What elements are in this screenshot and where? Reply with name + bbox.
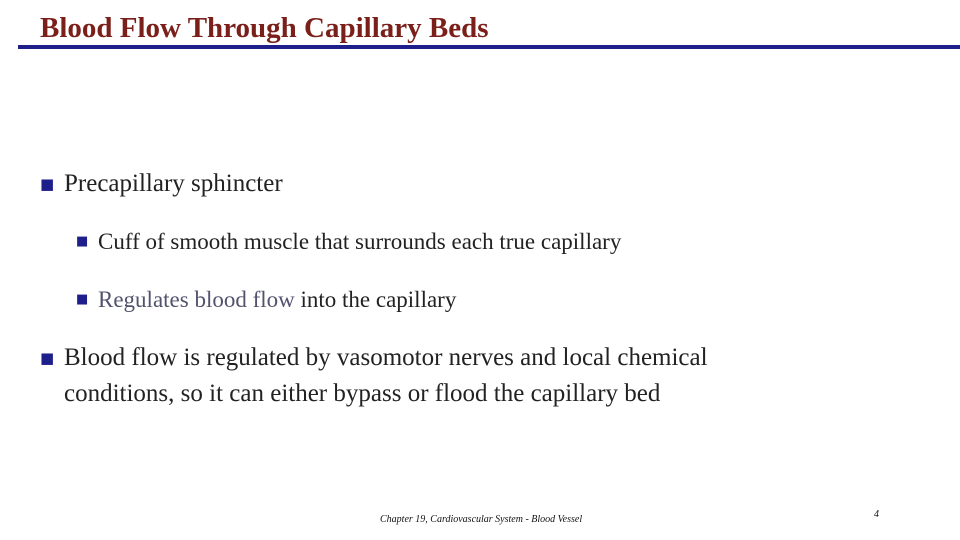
bullet-precapillary-sphincter — [40, 166, 283, 202]
slide-footer: Chapter 19, Cardiovascular System - Blood Vessel — [380, 514, 583, 525]
sub-bullet-text — [98, 284, 456, 316]
square-bullet-icon: ■ — [40, 175, 55, 193]
plain-phrase: into the capillary — [294, 287, 457, 312]
bullet-blood-flow-regulation — [40, 340, 708, 412]
sub-bullet-text: Cuff of smooth muscle that surrounds each true capillary — [98, 229, 622, 254]
bullet-text — [64, 340, 708, 412]
square-bullet-icon: ■ — [76, 292, 89, 307]
sub-bullet-cuff — [76, 226, 621, 258]
square-bullet-icon: ■ — [40, 349, 55, 367]
bullet-text: Precapillary sphincter — [64, 170, 283, 197]
bullet-line-2: conditions, so it can either bypass or flood the capillary bed — [64, 380, 661, 407]
highlighted-phrase: Regulates blood flow — [98, 287, 295, 312]
bullet-line-1: Blood flow is regulated by vasomotor nerves and local chemical — [64, 344, 708, 371]
page-number: 4 — [874, 509, 879, 520]
title-underline — [18, 45, 960, 49]
square-bullet-icon: ■ — [76, 234, 89, 249]
sub-bullet-regulates — [76, 284, 456, 316]
slide-title: Blood Flow Through Capillary Beds — [40, 12, 489, 44]
